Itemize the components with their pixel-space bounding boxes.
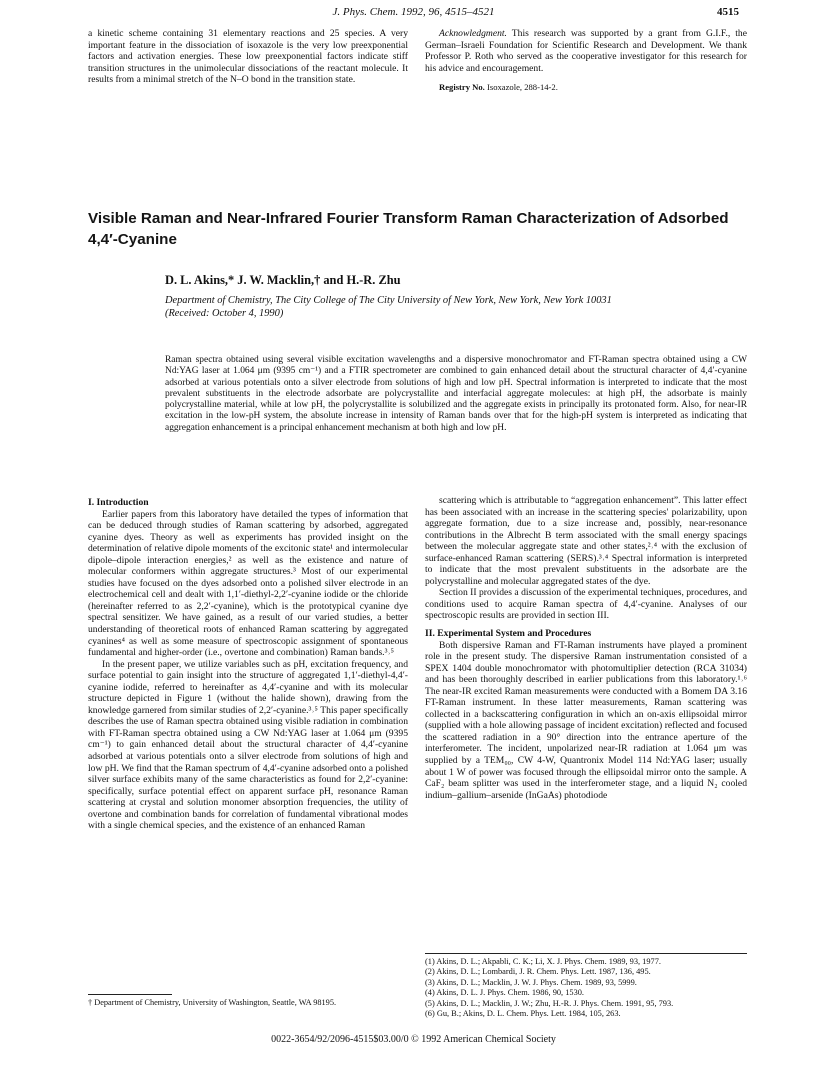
experimental-paragraph-1: Both dispersive Raman and FT-Raman instruments have played a prominent role in the present study. The dispersive Raman instrumentation consisted of a SPEX 1404 double monochromator with photomultiplier detection (RCA 31034) and has been thoroughly described in earlier publications from this laboratory.¹˒⁶ The near-IR excited Raman measurements were conducted with a Bomem DA 3.16 FT-Raman instrument. In these latter measurements, Raman scattering was collected in a backscattering configuration in which an on-axis ellipsoidal mirror (supplied with a hole allowing passage of incident excitation) reflected and focused the scattered radiation in a 90° direction into the entrance aperture of the interferometer. The incident, unpolarized near-IR radiation at 1.064 μm was supplied by a TEM₀₀, CW 4-W, Quantronix Model 114 Nd:YAG laser; usually about 1 W of power was focused through the ellipsoidal mirror onto the sample. A CaF₂ beam splitter was used in the interferometer stage, and a liquid N₂ cooled indium–gallium–arsenide (InGaAs) photodiode (425, 639, 747, 801)
reference-item: (2) Akins, D. L.; Lombardi, J. R. Chem. Phys. Lett. 1987, 136, 495. (425, 967, 651, 977)
registry-number (425, 82, 747, 94)
registry-text: Isoxazole, 288-14-2. (486, 82, 558, 93)
experimental-heading: II. Experimental System and Procedures (425, 628, 592, 640)
footnote-rule (88, 994, 172, 995)
affiliation-text: Department of Chemistry, The City College of The City University of New York, New York, New York 10031 (165, 295, 612, 306)
prev-article-right (425, 28, 747, 94)
reference-item: (3) Akins, D. L.; Macklin, J. W. J. Phys. Chem. 1989, 93, 5999. (425, 977, 637, 987)
copyright-line: 0022-3654/92/2096-4515$03.00/0 © 1992 American Chemical Society (271, 1034, 556, 1045)
registry-label: Registry No. (439, 82, 485, 93)
introduction-heading: I. Introduction (88, 497, 149, 508)
intro-paragraph-1: Earlier papers from this laboratory have detailed the types of information that can be deduced through studies of Raman scattering by adsorbed, aggregated cyanine dyes. Theory as well as experiments has provided insight on the determination of relative dipole moments of the excitonic state¹ and intermolecular dipole–dipole interaction energies,² as well as the existence and nature of molecular conformers within aggregate structures.³ Most of our experimental studies have focused on the dyes adsorbed onto a polished silver electrode in an electrochemical cell and dealt with 1,1′-diethyl-2,2′-cyanine iodide or the chloride (hereinafter referred to as 2,2′-cyanine), which is the prototypical cyanine dye spectral sensitizer. We have gained, as a result of our varied studies, a better understanding of theoretical roots of enhanced Raman scattering by aggregated cyanines⁴ as well as some measure of spectroscopic assignment of spontaneous fundamental and higher-order (i.e., overtone and combination) Raman bands.³˒⁵ (88, 508, 408, 659)
received-date: (Received: October 4, 1990) (165, 307, 284, 319)
journal-reference: J. Phys. Chem. 1992, 96, 4515–4521 (332, 6, 495, 18)
acknowledgment (425, 28, 747, 74)
prev-article-left (88, 28, 408, 86)
author-footnote: † Department of Chemistry, University of Washington, Seattle, WA 98195. (88, 998, 337, 1007)
page-number: 4515 (717, 6, 739, 18)
reference-item: (1) Akins, D. L.; Akpabli, C. K.; Li, X. J. Phys. Chem. 1989, 93, 1977. (425, 957, 661, 966)
acknowledgment-text: This research was supported by a grant from G.I.F., the German–Israeli Foundation for Scientific Research and Development. We thank Professor P. Roth who served as the cooperative investigator for this research for his advice and encouragement. (425, 28, 747, 74)
reference-list (425, 957, 747, 1019)
prev-article-text: a kinetic scheme containing 31 elementary reactions and 25 species. A very important feature in the dissociation of isoxazole is the very low preexponential factors and activation energies. These low preexponential factors indicate stiff transition structures in the unimolecular dissociations of the reactant molecule. It results from a minimal stretch of the N–O bond in the transition state. (88, 28, 408, 86)
left-column (88, 495, 408, 832)
article-authors: D. L. Akins,* J. W. Macklin,† and H.-R. Zhu (165, 273, 401, 287)
references-rule (425, 953, 747, 954)
intro-paragraph-4: Section II provides a discussion of the experimental techniques, procedures, and conditions used to acquire Raman spectra of 4,4′-cyanine. Analyses of our spectroscopic results are provided in section III. (425, 587, 747, 622)
reference-item: (4) Akins, D. L. J. Phys. Chem. 1986, 90, 1530. (425, 988, 584, 998)
reference-item: (6) Gu, B.; Akins, D. L. Chem. Phys. Lett. 1984, 105, 263. (425, 1009, 621, 1019)
article-title: Visible Raman and Near-Infrared Fourier Transform Raman Characterization of Adsorbed 4,4′-Cyanine (88, 210, 729, 248)
article-affiliation (165, 295, 785, 320)
running-header (0, 6, 827, 24)
reference-item: (5) Akins, D. L.; Macklin, J. W.; Zhu, H.-R. J. Phys. Chem. 1991, 95, 793. (425, 998, 674, 1008)
acknowledgment-heading: Acknowledgment. (439, 28, 507, 39)
intro-paragraph-3: scattering which is attributable to “aggregation enhancement”. This latter effect has been associated with an increase in the scattering species' polarizability, upon aggregate formation, due to a size increase and, possibly, near-resonance contributions in the Albrecht B term associated with the small energy spacings between the molecular aggregate state and other states,²˒⁴ with the exclusion of surface-enhanced Raman scattering (SERS).³˒⁴ Spectral information is interpreted to indicate that the most prevalent substituents in the adsorbate are the polycrystalline and molecular aggregated states of the dye. (425, 495, 747, 587)
article-abstract: Raman spectra obtained using several visible excitation wavelengths and a dispersive monochromator and FT-Raman spectra obtained using a CW Nd:YAG laser at 1.064 μm (9395 cm⁻¹) and a FTIR spectrometer are combined to gain enhanced detail about the structural character of 4,4′-cyanine adsorbed at various potentials onto a silver electrode from solutions of high and low pH. Spectral information is interpreted to indicate that the most prevalent substituents in the electrode adsorbate are polycrystallite and interfacial aggregate molecules: at high pH, the adsorbate is mainly polycrystalline material, while at low pH, the polycrystallite is solubilized and the aggregate exists in principally its protonated form. Also, for near-IR excitation in the low-pH system, the absolute increase in intensity of Raman bands over that for the high-pH system is interpreted as indicating that aggregation enhancement is a principal enhancement mechanism at both high and low pH. (165, 355, 747, 433)
right-column (425, 495, 747, 801)
intro-paragraph-2: In the present paper, we utilize variables such as pH, excitation frequency, and surface potential to gain insight into the structure of aggregated 1,1′-diethyl-4,4′-cyanine iodide, referred to hereinafter as 4,4′-cyanine and with its molecular structure depicted in Figure 1 (without the halide shown), drawing from the knowledge garnered from similar studies of 2,2′-cyanine.³˒⁵ This paper specifically describes the use of Raman spectra obtained using visible radiation in combination with FT-Raman spectra obtained using a CW Nd:YAG laser at 1.064 μm (9395 cm⁻¹) to gain enhanced detail about the structural character of 4,4′-cyanine adsorbed at various potentials onto a silver electrode from solutions of high and low pH. We find that the Raman spectrum of 4,4′-cyanine adsorbed onto a polished silver surface exhibits many of the same characteristics as found for 2,2′-cyanine: specifically, surface potential effect on apparent surface pH, resonance Raman scattering at crystal and solution monomer absorption frequencies, the utility of overtone and combination bands for correlation of fundamental vibrational modes with a single chemical species, and the existence of an enhanced Raman (88, 658, 408, 832)
